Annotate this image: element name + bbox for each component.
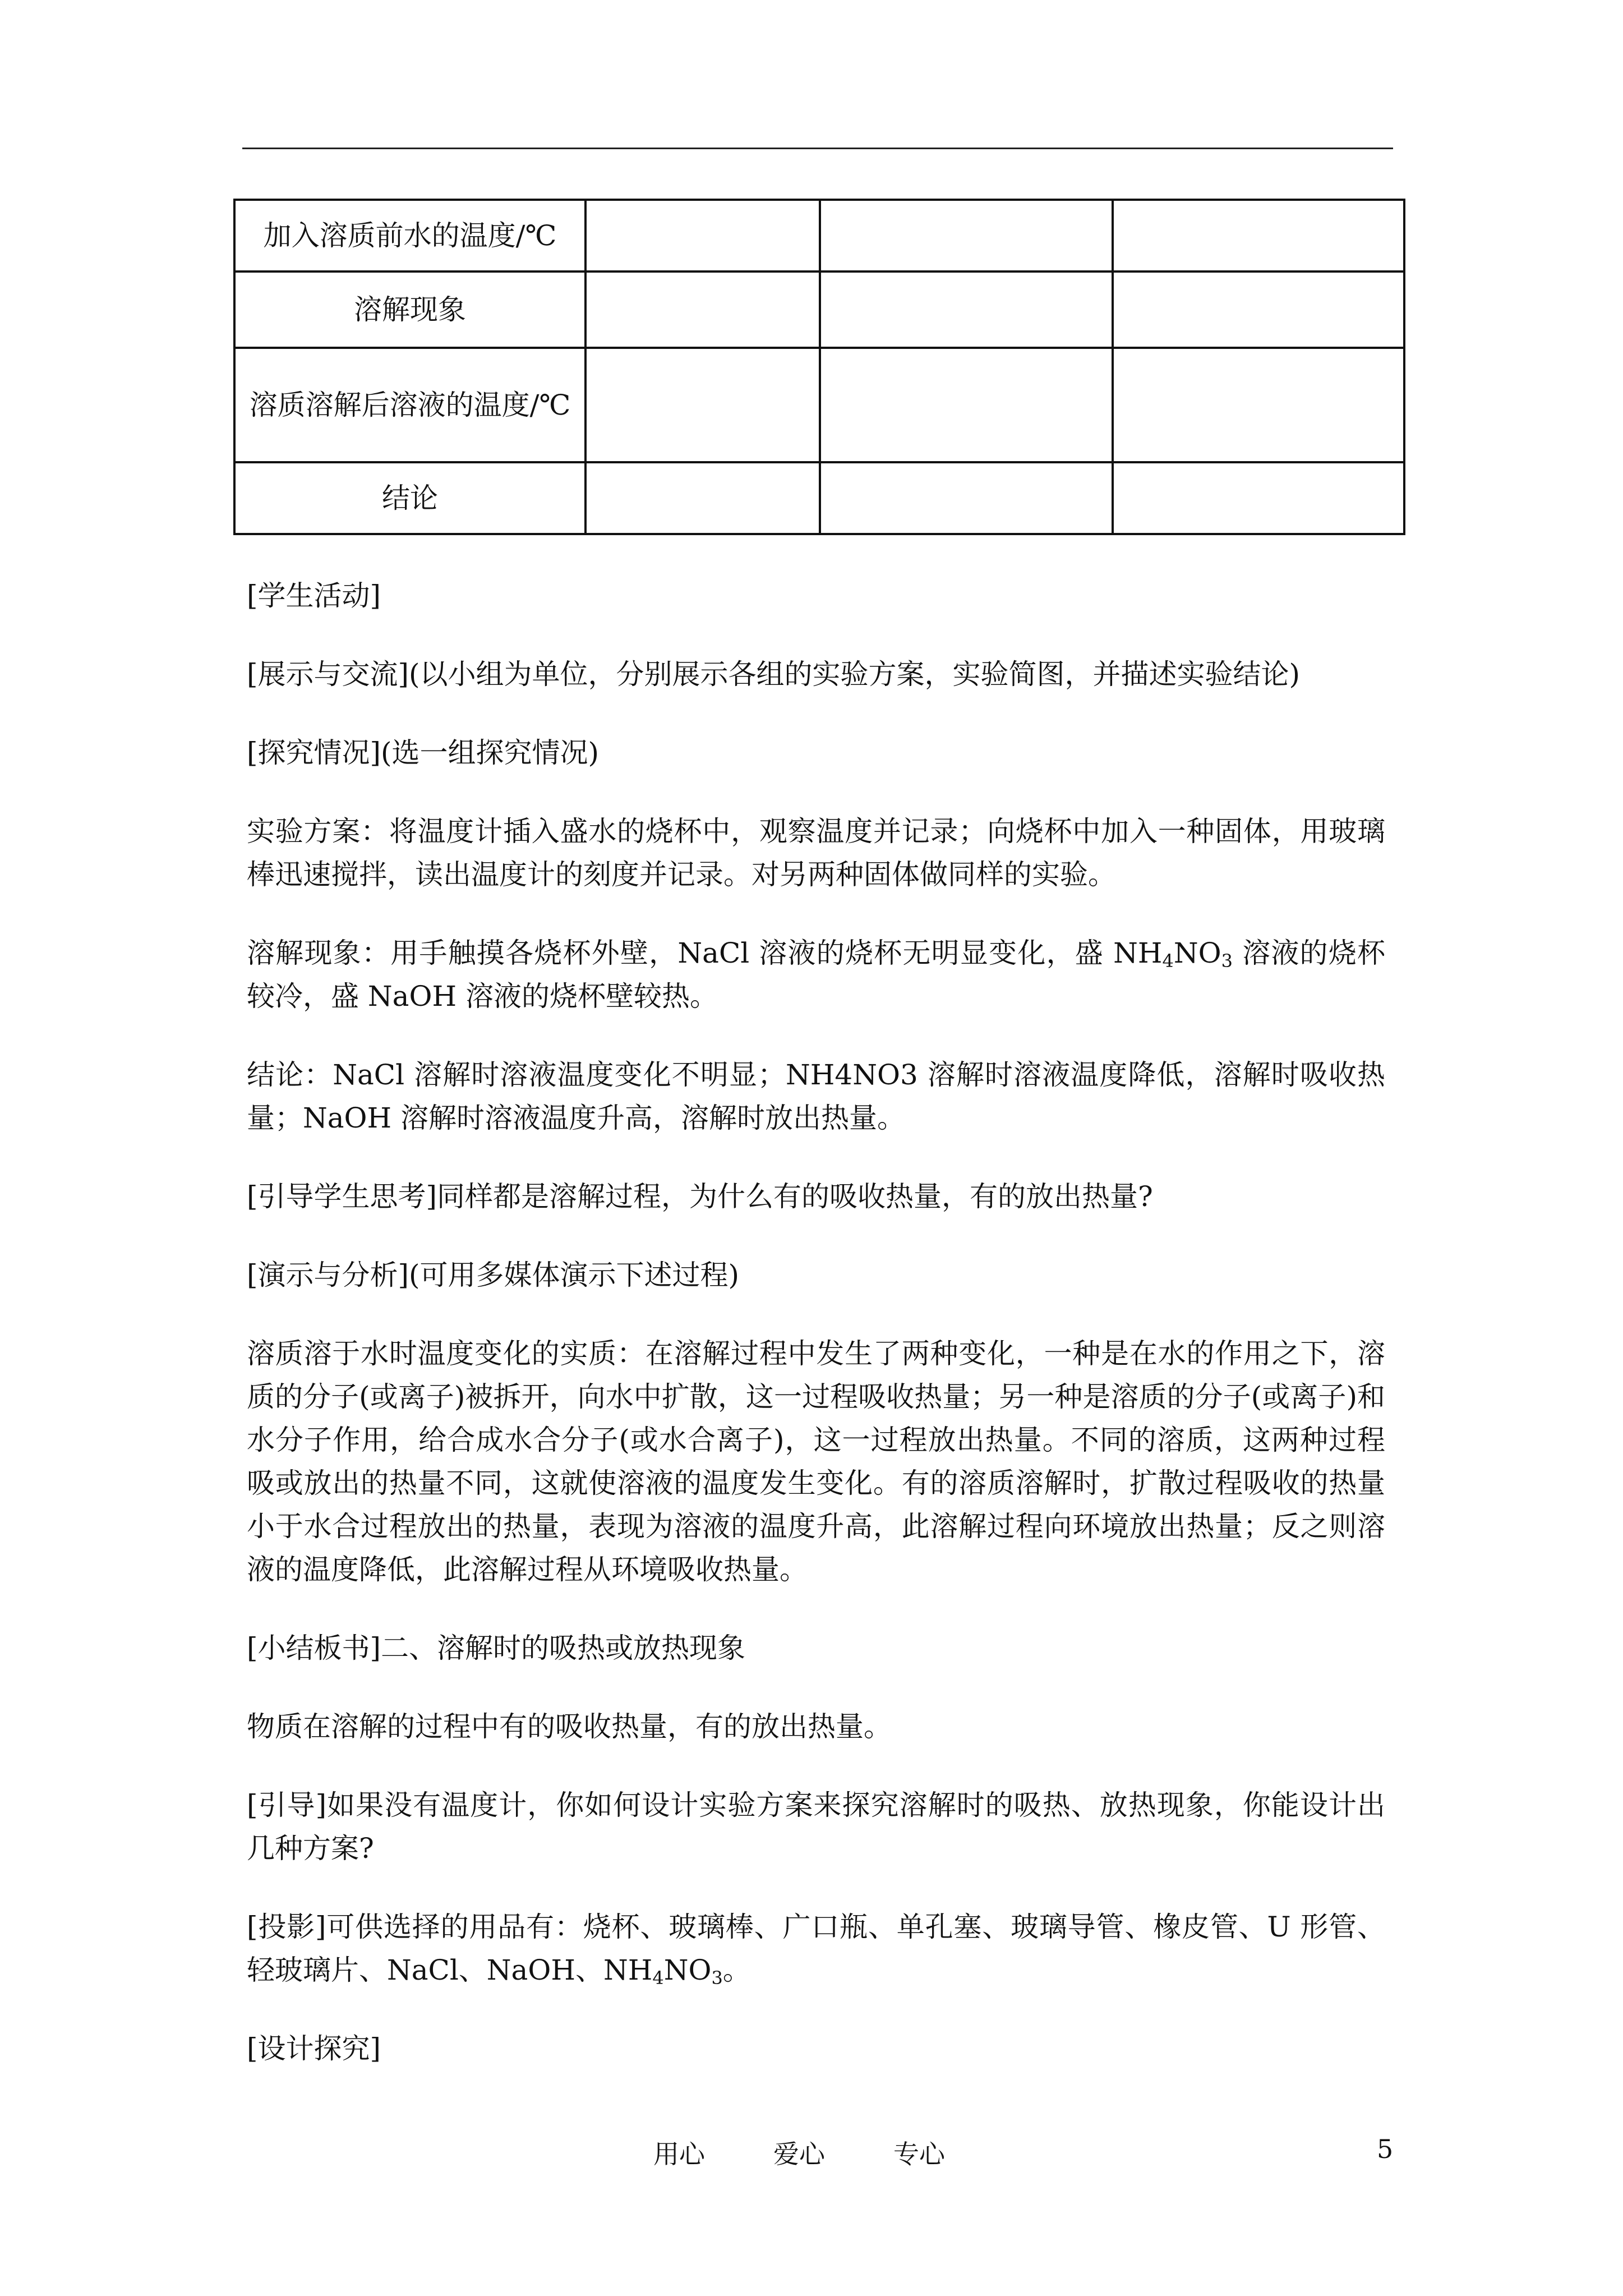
paragraph-guide: [引导]如果没有温度计，你如何设计实验方案来探究溶解时的吸热、放热现象，你能设计出几种方案? bbox=[247, 1789, 1385, 1865]
paragraph-projection bbox=[247, 1906, 1385, 1992]
page-footer bbox=[0, 2134, 1623, 2173]
table-cell bbox=[585, 272, 820, 348]
paragraph-summary: [小结板书]二、溶解时的吸热或放热现象 bbox=[247, 1632, 746, 1664]
table-cell bbox=[1113, 348, 1404, 462]
text-run: 溶解现象：用手触摸各烧杯外壁，NaCl 溶液的烧杯无明显变化，盛 NH bbox=[247, 937, 1163, 969]
text-run: NO bbox=[663, 1954, 712, 1986]
table-row bbox=[234, 272, 1404, 348]
table-cell bbox=[1113, 200, 1404, 272]
subscript: 3 bbox=[1221, 950, 1233, 972]
table-cell bbox=[585, 200, 820, 272]
table-row bbox=[234, 462, 1404, 534]
paragraph-conclusion: 结论：NaCl 溶解时溶液温度变化不明显；NH4NO3 溶解时溶液温度降低，溶解时吸收热量；NaOH 溶解时溶液温度升高，溶解时放出热量。 bbox=[247, 1059, 1385, 1134]
table-cell bbox=[820, 462, 1113, 534]
page-number: 5 bbox=[1377, 2134, 1394, 2164]
paragraph-guide-thinking: [引导学生思考]同样都是溶解过程，为什么有的吸收热量，有的放出热量? bbox=[247, 1180, 1153, 1213]
table-row bbox=[234, 200, 1404, 272]
subscript: 3 bbox=[711, 1967, 723, 1989]
row-label: 溶质溶解后溶液的温度/℃ bbox=[234, 348, 585, 462]
subscript: 4 bbox=[652, 1967, 664, 1989]
paragraph-design-inquiry: [设计探究] bbox=[247, 2032, 381, 2065]
table-cell bbox=[1113, 272, 1404, 348]
subscript: 4 bbox=[1162, 950, 1174, 972]
motto-word: 专心 bbox=[893, 2139, 945, 2169]
paragraph-student-activity: [学生活动] bbox=[247, 579, 381, 612]
text-run: 溶液的烧杯较冷，盛 NaOH 溶液的烧杯壁较热。 bbox=[247, 937, 1385, 1013]
header-rule bbox=[242, 148, 1393, 149]
table-cell bbox=[585, 348, 820, 462]
paragraph-show-and-exchange: [展示与交流](以小组为单位，分别展示各组的实验方案，实验简图，并描述实验结论) bbox=[247, 658, 1301, 691]
row-label: 加入溶质前水的温度/℃ bbox=[234, 200, 585, 272]
text-run: NO bbox=[1173, 937, 1221, 969]
row-label: 溶解现象 bbox=[234, 272, 585, 348]
text-run: [投影]可供选择的用品有：烧杯、玻璃棒、广口瓶、单孔塞、玻璃导管、橡皮管、U 形管、轻玻璃片、NaCl、NaOH、NH bbox=[247, 1911, 1385, 1986]
row-label: 结论 bbox=[234, 462, 585, 534]
lesson-body bbox=[247, 574, 1385, 2106]
table-cell bbox=[820, 200, 1113, 272]
table-cell bbox=[820, 348, 1113, 462]
table-row bbox=[234, 348, 1404, 462]
experiment-table bbox=[233, 199, 1405, 535]
table-cell bbox=[820, 272, 1113, 348]
paragraph-inquiry-situation: [探究情况](选一组探究情况) bbox=[247, 737, 600, 769]
paragraph-demo-analysis: [演示与分析](可用多媒体演示下述过程) bbox=[247, 1259, 740, 1291]
text-run: 。 bbox=[722, 1954, 751, 1986]
paragraph-summary-body: 物质在溶解的过程中有的吸收热量，有的放出热量。 bbox=[247, 1710, 892, 1743]
paragraph-essence-explanation: 溶质溶于水时温度变化的实质：在溶解过程中发生了两种变化，一种是在水的作用之下，溶质的分子(或离子)被拆开，向水中扩散，这一过程吸收热量；另一种是溶质的分子(或离子)和水分子作用，给合成水合分子(或水合离子)，这一过程放出热量。不同的溶质，这两种过程吸或放出的热量不同，这就使溶液的温度发生变化。有的溶质溶解时，扩散过程吸收的热量小于水合过程放出的热量，表现为溶液的温度升高，此溶解过程向环境放出热量；反之则溶液的温度降低，此溶解过程从环境吸收热量。 bbox=[247, 1337, 1385, 1586]
table-cell bbox=[585, 462, 820, 534]
motto-word: 爱心 bbox=[773, 2139, 825, 2169]
paragraph-dissolution-phenomenon bbox=[247, 932, 1385, 1018]
motto-word: 用心 bbox=[653, 2139, 705, 2169]
table-cell bbox=[1113, 462, 1404, 534]
footer-motto bbox=[653, 2134, 945, 2171]
paragraph-experiment-plan: 实验方案：将温度计插入盛水的烧杯中，观察温度并记录；向烧杯中加入一种固体，用玻璃棒迅速搅拌，读出温度计的刻度并记录。对另两种固体做同样的实验。 bbox=[247, 815, 1385, 891]
